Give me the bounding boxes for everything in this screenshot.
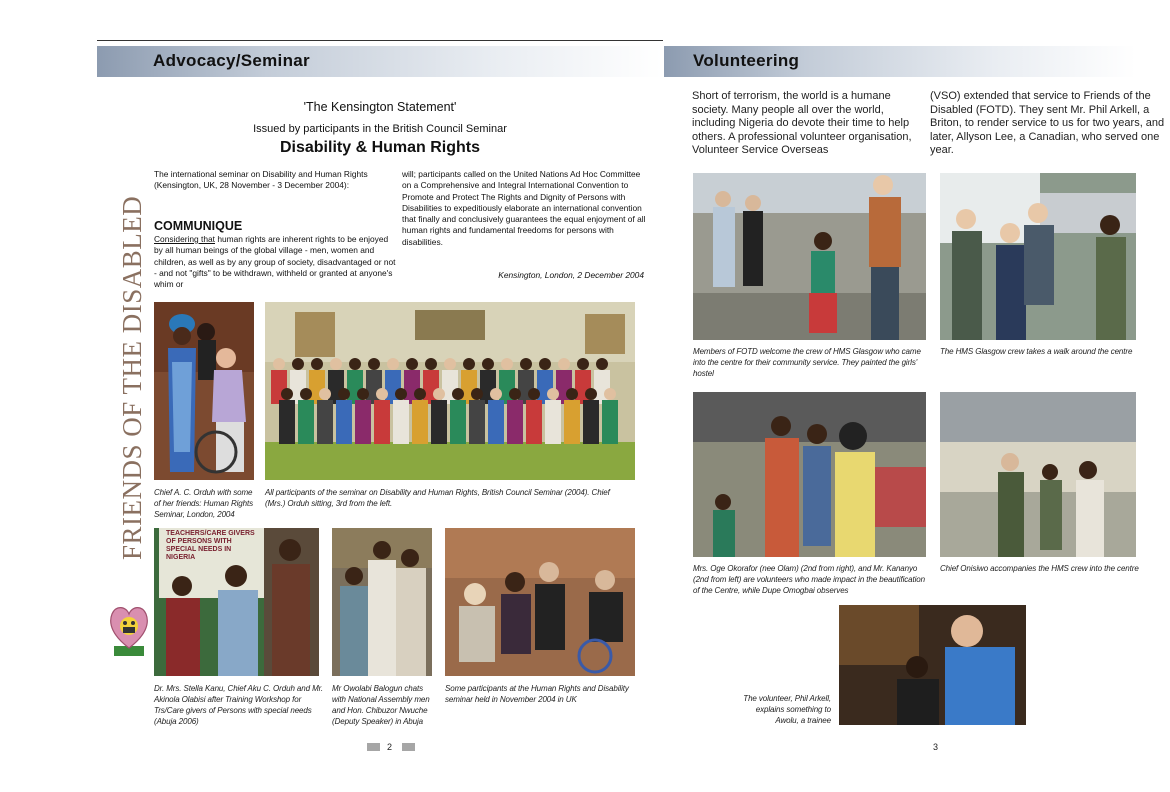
volunteering-col2-text: (VSO) extended that service to Friends of the Disabled (FOTD). They sent Mr. Phil Arkell, a Briton, to render service to us for two years, and later, Allyson Lee, a Canadian, who served one year. xyxy=(930,90,1165,157)
photo-hms-walk xyxy=(940,173,1136,340)
page-marker-left xyxy=(367,743,380,751)
statement-title: 'The Kensington Statement' xyxy=(303,100,457,114)
photo-training-workshop xyxy=(154,528,319,676)
communique-lead: Considering that xyxy=(154,234,215,244)
section-title-advocacy: Advocacy/Seminar xyxy=(153,51,310,70)
statement-signature: Kensington, London, 2 December 2004 xyxy=(498,270,644,280)
photo-onisiwo-crew xyxy=(940,392,1136,557)
photo-volunteers-okorafor xyxy=(693,392,926,557)
caption-photo1-left: Chief A. C. Orduh with some of her friends: Human Rights Seminar, London, 2004 xyxy=(154,488,254,519)
right-column-paragraph: will; participants called on the United Nations Ad Hoc Committee on a Comprehensive and Integral International Convention to Promote and Protect The Rights and Dignity of Persons with Disabilities to expeditiously elaborate an international convention that finally and conclusively guarantees the equal enjoyment of all human rights and fundamental freedoms for persons with disabilities. xyxy=(402,169,646,247)
caption-photo1-right: Members of FOTD welcome the crew of HMS Glasgow who came into the centre for their community service. They painted the girls' hostel xyxy=(693,347,921,378)
page-number-left: 2 xyxy=(387,742,393,752)
section-band-advocacy xyxy=(97,46,663,77)
photo-uk-seminar-participants xyxy=(445,528,635,676)
caption-photo5-right: The volunteer, Phil Arkell, explains something to Awolu, a trainee xyxy=(743,694,831,725)
photo-phil-arkell xyxy=(839,605,1026,725)
statement-subtitle: Issued by participants in the British Council Seminar xyxy=(253,123,507,135)
intro-paragraph: The international seminar on Disability and Human Rights (Kensington, UK, 28 November - 3 December 2004): xyxy=(154,169,368,191)
photo-orduh-friends xyxy=(154,302,254,480)
caption-photo4-left: Mr Owolabi Balogun chats with National Assembly men and Hon. Chibuzor Nwuche (Deputy Speaker) in Abuja xyxy=(332,684,430,726)
section-band-volunteering xyxy=(664,46,1136,77)
photo-national-assembly xyxy=(332,528,432,676)
caption-photo3-right: Mrs. Oge Okorafor (nee Olam) (2nd from right), and Mr. Kananyo (2nd from left) are volunteers who made impact in the beautification of the Centre, while Dupe Omogbai observes xyxy=(693,564,925,595)
caption-photo4-right: Chief Onisiwo accompanies the HMS crew into the centre xyxy=(940,564,1139,573)
volunteering-col1: Short of terrorism, the world is a humane society. Many people all over the world, including Nigeria do devote their time to help others. A professional volunteer organisation, Volunteer Service Overseas xyxy=(692,90,912,157)
communique-paragraph xyxy=(154,234,396,290)
statement-heading: Disability & Human Rights xyxy=(279,139,481,156)
caption-photo3-left: Dr. Mrs. Stella Kanu, Chief Aku C. Orduh and Mr. Akinola Olabisi after Training Workshop for Trs/Care givers of Persons with special needs (Abuja 2006) xyxy=(154,684,324,726)
communique-heading: COMMUNIQUE xyxy=(154,219,243,233)
vertical-banner-text: FRIENDS OF THE DISABLED xyxy=(117,195,147,560)
page-marker-right xyxy=(402,743,415,751)
workshop-banner-text: TEACHERS/CARE GIVERS OF PERSONS WITH SPECIAL NEEDS IN NIGERIA xyxy=(166,530,255,561)
caption-photo2-left: All participants of the seminar on Disability and Human Rights, British Council Seminar (2004). Chief (Mrs.) Orduh sitting, 3rd from the left. xyxy=(265,488,610,508)
communique-body: human rights are inherent rights to be enjoyed by all human beings of the global village - men, women and children, as well as by any group of society, disadvantaged or not - and not "gifts" to be withdrawn, withheld or granted at anyone's whim or xyxy=(154,234,396,290)
caption-photo2-right: The HMS Glasgow crew takes a walk around the centre xyxy=(940,347,1133,356)
section-title-volunteering: Volunteering xyxy=(693,51,800,70)
top-rule xyxy=(97,40,663,41)
volunteering-col2 xyxy=(930,90,1165,160)
photo-seminar-group xyxy=(265,302,635,480)
photo-hms-welcome xyxy=(693,173,926,340)
page-number-right: 3 xyxy=(933,742,939,752)
caption-photo5-left: Some participants at the Human Rights and Disability seminar held in November 2004 in UK xyxy=(445,684,629,704)
fotd-logo xyxy=(108,602,150,658)
